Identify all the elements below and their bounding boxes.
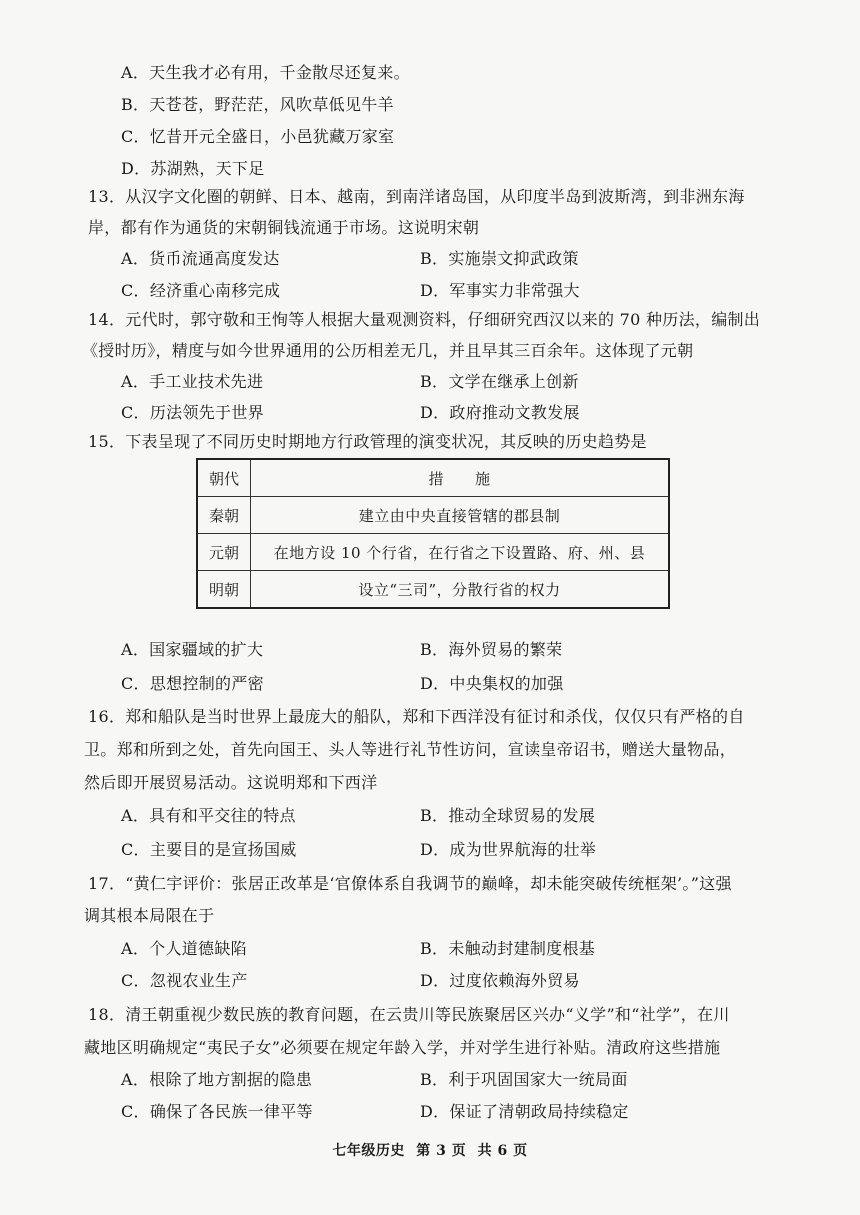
- q13-option-b: B．实施崇文抑武政策: [420, 249, 579, 268]
- q15-stem-line-1: 15．下表呈现了不同历史时期地方行政管理的演变状况，其反映的历史趋势是: [88, 432, 647, 451]
- q13-stem-line-1: 13．从汉字文化圈的朝鲜、日本、越南，到南洋诸岛国，从印度半岛到波斯湾，到非洲东海: [88, 187, 745, 206]
- q14-option-c: C．历法领先于世界: [121, 403, 264, 422]
- q18-stem-line-1: 18．清王朝重视少数民族的教育问题，在云贵川等民族聚居区兴办“义学”和“社学”，在川: [88, 1005, 730, 1024]
- q14-option-d: D．政府推动文教发展: [420, 403, 580, 422]
- table-cell-measure: 建立由中央直接管辖的郡县制: [251, 497, 670, 534]
- table-header-dynasty: 朝代: [197, 459, 251, 497]
- table-header-row: [197, 459, 669, 497]
- q16-stem-line-1: 16．郑和船队是当时世界上最庞大的船队，郑和下西洋没有征讨和杀伐，仅仅只有严格的自: [88, 707, 745, 726]
- q16-option-a: A．具有和平交往的特点: [121, 806, 296, 825]
- q17-stem-line-2: 调其根本局限在于: [84, 906, 215, 925]
- footer-total-pages: 共 6 页: [477, 1143, 528, 1159]
- q18-option-c: C．确保了各民族一律平等: [121, 1102, 313, 1121]
- q14-stem-line-2: 《授时历》，精度与如今世界通用的公历相差无几，并且早其三百余年。这体现了元朝: [82, 341, 694, 360]
- q17-option-b: B．未触动封建制度根基: [420, 939, 596, 958]
- footer-subject: 七年级历史: [332, 1143, 405, 1159]
- table-cell-measure: 在地方设 10 个行省，在行省之下设置路、府、州、县: [251, 534, 670, 571]
- q15-option-d: D．中央集权的加强: [420, 674, 564, 693]
- q17-option-d: D．过度依赖海外贸易: [420, 971, 580, 990]
- q18-option-a: A．根除了地方割据的隐患: [121, 1070, 313, 1089]
- table-row: [197, 534, 669, 571]
- q12-option-a: A．天生我才必有用，千金散尽还复来。: [121, 63, 410, 82]
- q14-option-b: B．文学在继承上创新: [420, 372, 579, 391]
- q12-option-c: C．忆昔开元全盛日，小邑犹藏万家室: [121, 127, 395, 146]
- q15-option-c: C．思想控制的严密: [121, 674, 264, 693]
- footer-page-number: 第 3 页: [416, 1143, 467, 1159]
- table-cell-dynasty: 元朝: [197, 534, 251, 571]
- q17-option-c: C．忽视农业生产: [121, 971, 248, 990]
- q17-stem-line-1: 17．“黄仁宇评价：张居正改革是‘官僚体系自我调节的巅峰，却未能突破传统框架’。”这强: [88, 874, 732, 893]
- q18-stem-line-2: 藏地区明确规定“夷民子女”必须要在规定年龄入学，并对学生进行补贴。清政府这些措施: [84, 1038, 721, 1057]
- q16-option-d: D．成为世界航海的壮举: [420, 840, 597, 859]
- q13-stem-line-2: 岸，都有作为通货的宋朝铜钱流通于市场。这说明宋朝: [88, 218, 480, 237]
- q16-stem-line-3: 然后即开展贸易活动。这说明郑和下西洋: [84, 773, 378, 792]
- q13-option-d: D．军事实力非常强大: [420, 281, 580, 300]
- q15-option-a: A．国家疆域的扩大: [121, 640, 264, 659]
- table-header-measures: 措 施: [251, 459, 670, 497]
- q14-option-a: A．手工业技术先进: [121, 372, 264, 391]
- q16-option-c: C．主要目的是宣扬国威: [121, 840, 297, 859]
- table-row: [197, 497, 669, 534]
- page-footer: [0, 1140, 860, 1160]
- q18-option-b: B．利于巩固国家大一统局面: [420, 1070, 628, 1089]
- q12-option-b: B．天苍苍，野茫茫，风吹草低见牛羊: [121, 95, 394, 114]
- q12-option-d: D．苏湖熟，天下足: [121, 159, 265, 178]
- q17-option-a: A．个人道德缺陷: [121, 939, 247, 958]
- q18-option-d: D．保证了清朝政局持续稳定: [420, 1102, 629, 1121]
- q13-option-a: A．货币流通高度发达: [121, 249, 280, 268]
- q16-option-b: B．推动全球贸易的发展: [420, 806, 596, 825]
- q16-stem-line-2: 卫。郑和所到之处，首先向国王、头人等进行礼节性访问，宣读皇帝诏书，赠送大量物品，: [84, 740, 737, 759]
- table-cell-dynasty: 秦朝: [197, 497, 251, 534]
- administration-table: [196, 458, 670, 609]
- table-row: [197, 571, 669, 609]
- table-cell-dynasty: 明朝: [197, 571, 251, 609]
- table-cell-measure: 设立“三司”，分散行省的权力: [251, 571, 670, 609]
- q13-option-c: C．经济重心南移完成: [121, 281, 281, 300]
- q15-option-b: B．海外贸易的繁荣: [420, 640, 563, 659]
- q14-stem-line-1: 14．元代时，郭守敬和王恂等人根据大量观测资料，仔细研究西汉以来的 70 种历法，编制出: [88, 310, 761, 329]
